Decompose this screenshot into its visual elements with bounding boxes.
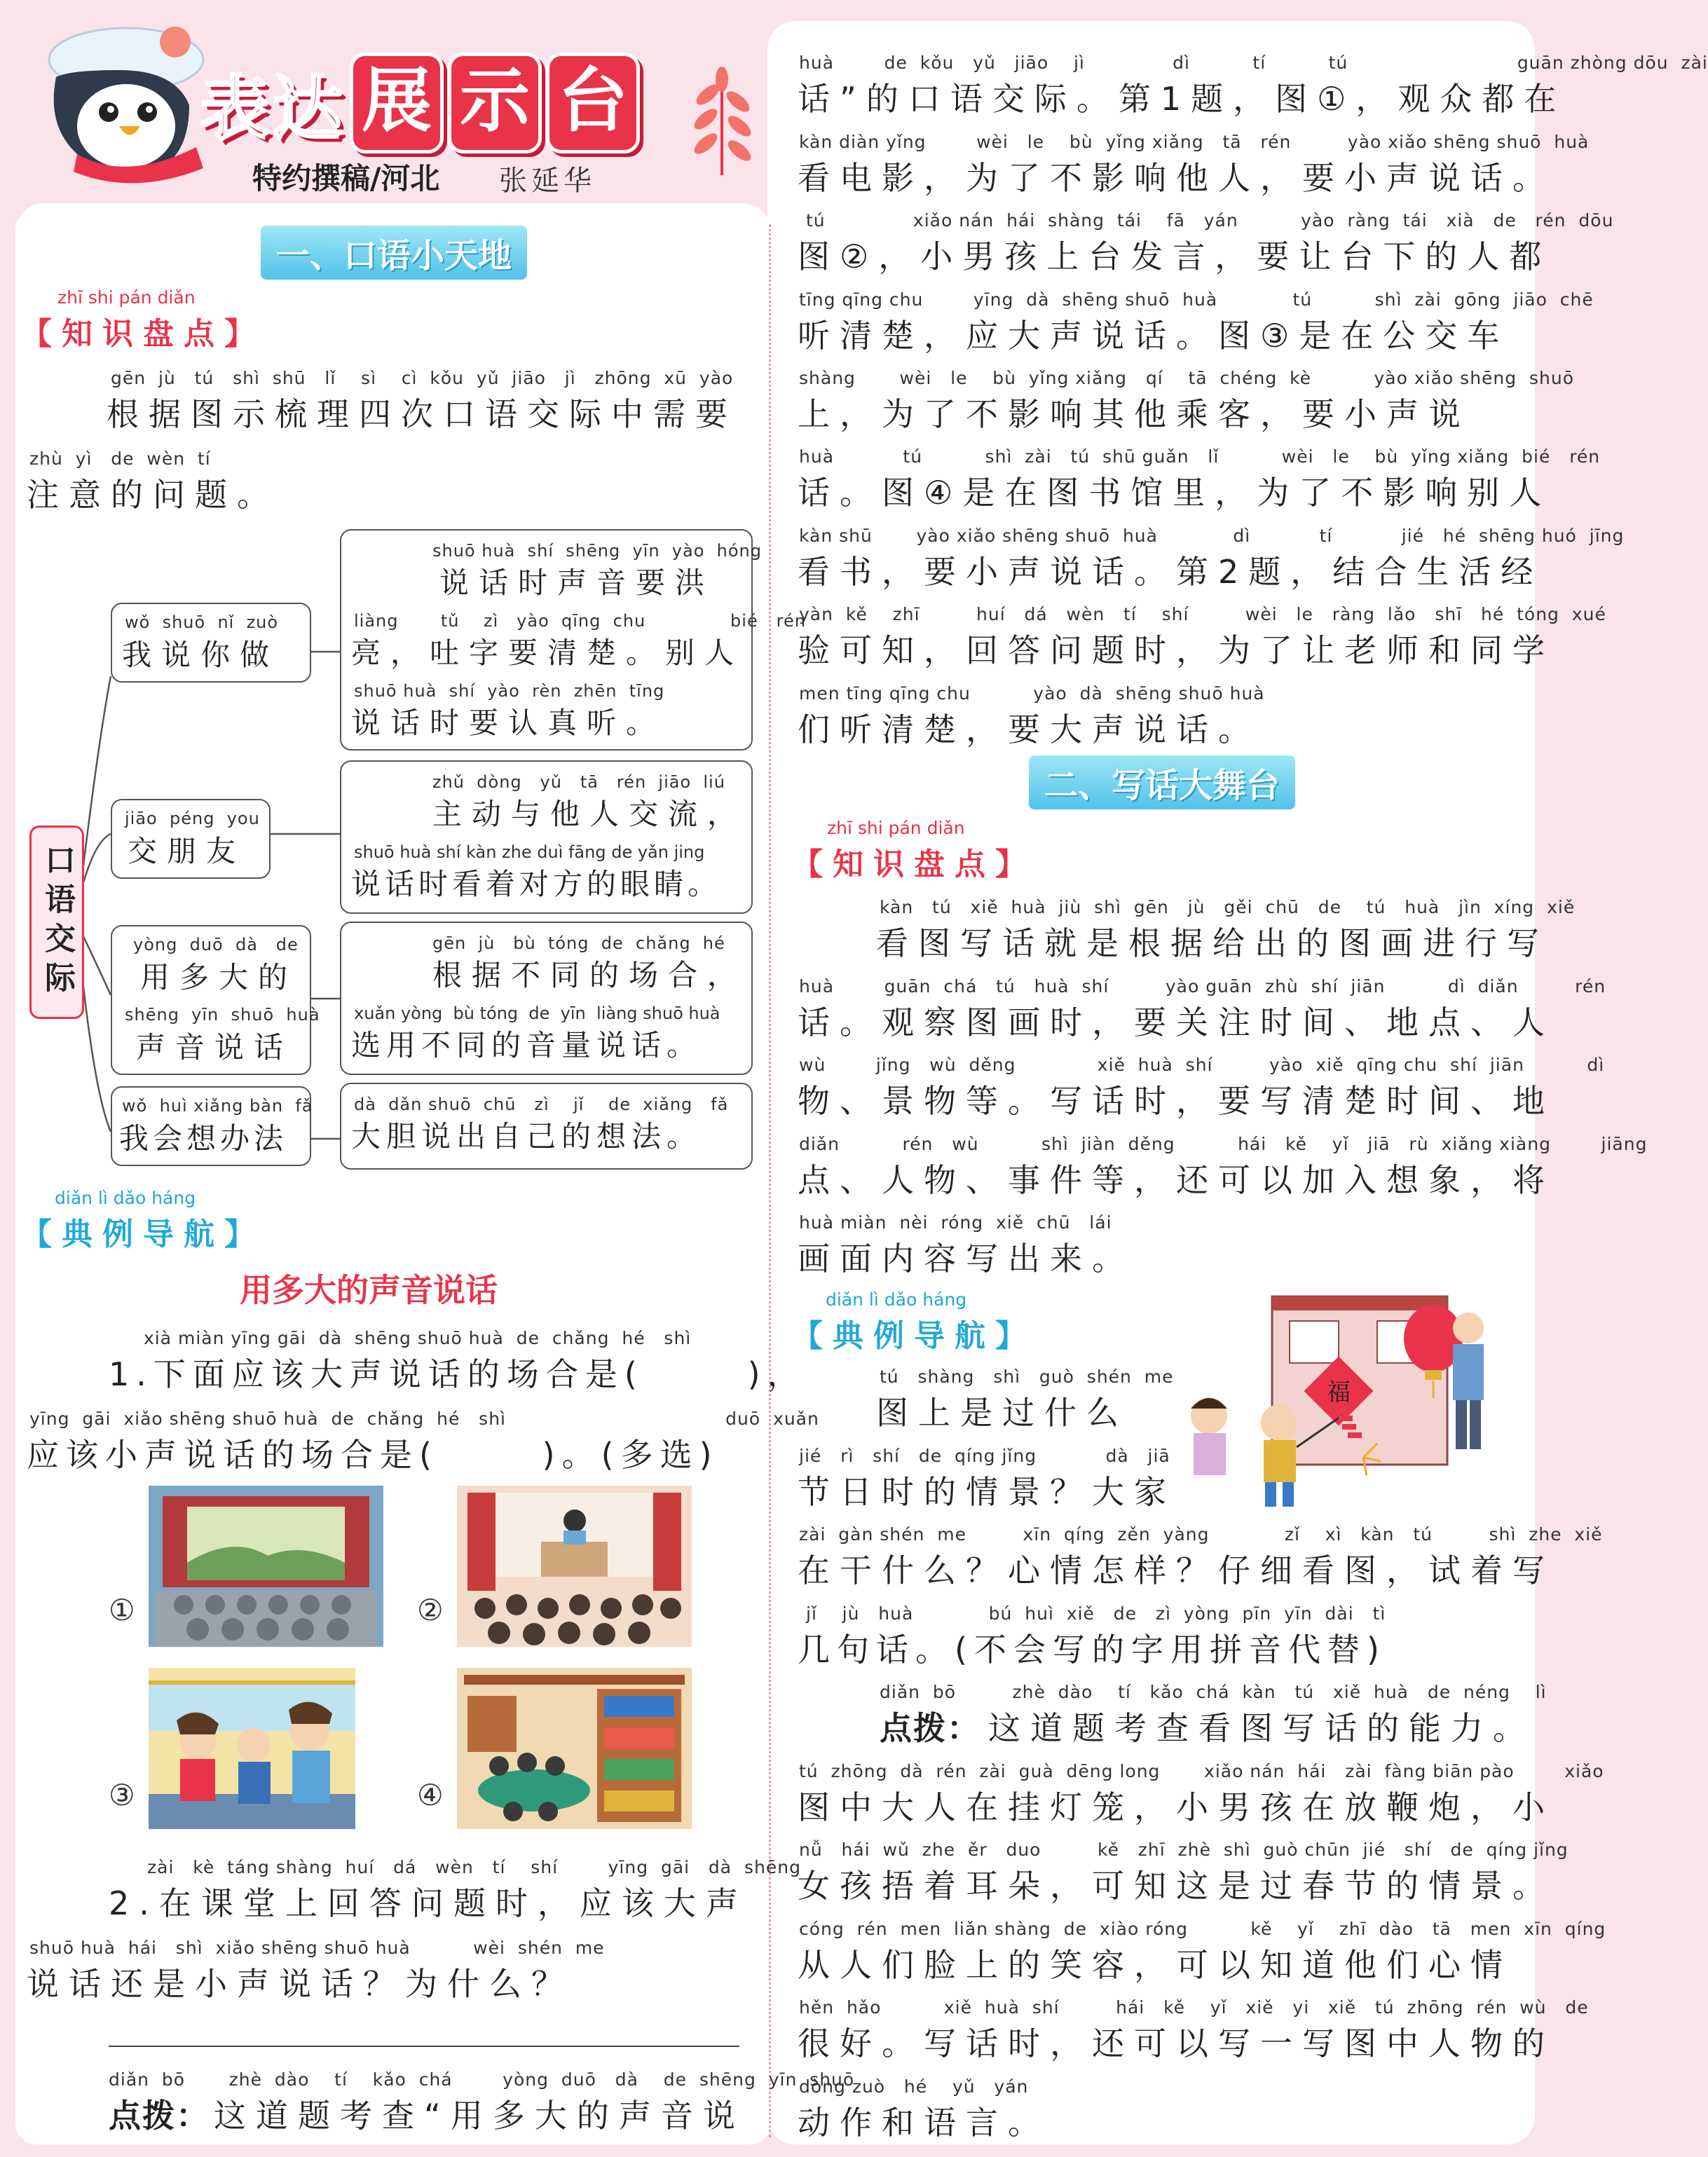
tip-text: 这道题考查“用多大的声音说 [214,2097,745,2135]
r-top-pinyin-4: tīng qīng chu yīng dà shēng shuō huà tú shì zài gōng jiāo chē [799,289,1594,310]
r-top-text-9: 们听清楚，要大声说话。 [798,711,1260,748]
r-tip-pinyin-2: tú zhōng dà rén zài guà dēng long xiǎo nán hái zài fàng biān pào xiǎo [799,1761,1604,1781]
r-tip-text-4: 从人们脸上的笑容，可以知道他们心情 [798,1946,1512,1984]
pic-num-4: ④ [417,1778,444,1812]
mindmap-center [29,826,84,1019]
mindmap-detail-4 [340,1083,753,1170]
section-banner-writing: 二、写话大舞台 [1029,755,1295,809]
r-tip-pinyin-1: diǎn bō zhè dào tí kǎo chá kàn tú xiě huà de néng lì [880,1682,1547,1702]
detail-4-text-1: 大胆说出自己的想法。 [351,1119,702,1153]
r-tip-text-1: 这道题考查看图写话的能力。 [988,1709,1535,1747]
kp2-pinyin: diǎn lì dǎo háng [55,1188,196,1208]
mindmap-branch-2 [111,799,271,879]
r-top-pinyin-2: kàn diàn yǐng wèi le bù yǐng xiǎng tā rén yào xiǎo shēng shuō huà [799,132,1590,152]
branch-3-pinyin-2: shēng yīn shuō huà [125,1005,320,1025]
detail-2-pinyin-2: shuō huà shí kàn zhe duì fāng de yǎn jing [354,842,705,862]
branch-2-label: 交朋友 [128,834,246,868]
q2-text-1: 2.在课堂上回答问题时，应该大声 [109,1884,748,1922]
r-top-pinyin-1: huà de kǒu yǔ jiāo jì dì tí tú guān zhòng dōu zài [799,53,1708,73]
example-title: 用多大的声音说话 [240,1271,498,1309]
q1-text-2: 应该小声说话的场合是( )。(多选) [27,1436,719,1474]
detail-3-text-2: 选用不同的音量说话。 [351,1028,702,1062]
detail-1-text-2: 亮，吐字要清楚。别人 [351,636,744,670]
ex-text-4: 几句话。(不会写的字用拼音代替) [798,1631,1386,1669]
branch-1-label: 我说你做 [122,638,280,672]
detail-3-pinyin-1: gēn jù bù tóng de chǎng hé [432,933,725,953]
r-top-text-1: 话”的口语交际。第1题，图①，观众都在 [798,80,1566,118]
q2-pinyin-1: zài kè táng shàng huí dá wèn tí shí yīng gāi dà shēng [147,1857,801,1877]
cinema-illustration [149,1486,383,1647]
spring-festival-illustration [1167,1289,1496,1514]
r-tip-label: 点拨： [880,1709,981,1747]
ex-pinyin-4: jǐ jù huà bú huì xiě de zì yòng pīn yīn dài tì [806,1603,1386,1624]
title-box-3: 台 [546,53,640,153]
kp3-pinyin-3: wù jǐng wù děng xiě huà shí yào xiě qīng chu shí jiān dì [799,1055,1605,1075]
library-illustration [457,1668,692,1829]
r-top-text-4: 听清楚，应大声说话。图③是在公交车 [798,317,1510,355]
title-box-1: 展 [350,53,444,153]
q1-pinyin-2: yīng gāi xiǎo shēng shuō huà de chǎng hé shì duō xuǎn [29,1409,819,1429]
kp4-pinyin: diǎn lì dǎo háng [826,1289,967,1310]
kp3-text-5: 画面内容写出来。 [798,1240,1134,1278]
r-top-pinyin-6: huà tú shì zài tú shū guǎn lǐ wèi le bù yǐng xiǎng bié rén [799,446,1601,467]
ex-pinyin-2: jié rì shí de qíng jǐng dà jiā [799,1446,1170,1466]
kp3-text-4: 点、人物、事件等，还可以加入想象，将 [798,1161,1555,1199]
q1-text-1: 1.下面应该大声说话的场合是( )， [109,1355,807,1393]
pic-num-3: ③ [109,1778,135,1812]
intro-text-1: 根据图示梳理四次口语交际中需要 [107,395,737,433]
classroom-illustration [457,1486,692,1647]
section-banner-oral: 一、口语小天地 [261,226,527,280]
r-top-pinyin-7: kàn shū yào xiǎo shēng shuō huà dì tí jié hé shēng huó jīng [799,526,1625,546]
mindmap-branch-4 [111,1086,311,1166]
ex-pinyin-1: tú shàng shì guò shén me [880,1367,1174,1387]
kp1-heading: 【知识盘点】 [21,316,265,352]
tip-pinyin: diǎn bō zhè dào tí kǎo chá yòng duō dà de shēng yīn shuō [109,2069,855,2090]
author-name: 张延华 [499,165,596,197]
title-box-2: 示 [448,53,542,153]
r-top-text-3: 图②，小男孩上台发言，要让台下的人都 [798,238,1552,275]
branch-1-pinyin: wǒ shuō nǐ zuò [125,612,279,632]
branch-3-label-1: 用多大的 [140,960,298,994]
kp2-heading: 【典例导航】 [21,1217,265,1252]
r-tip-pinyin-6: dòng zuò hé yǔ yán [799,2076,1029,2097]
branch-4-pinyin: wǒ huì xiǎng bàn fǎ [122,1096,313,1116]
intro-text-2: 注意的问题。 [27,476,279,514]
detail-2-pinyin-1: zhǔ dòng yǔ tā rén jiāo liú [432,772,725,792]
kp3-text-3: 物、景物等。写话时，要写清楚时间、地 [798,1082,1555,1120]
ex-text-3: 在干什么？心情怎样？仔细看图，试着写 [798,1552,1555,1589]
kp3-heading: 【知识盘点】 [792,847,1036,882]
kp3-text-2: 话。观察图画时，要关注时间、地点、人 [798,1004,1555,1041]
r-top-text-7: 看书，要小声说话。第2题，结合生活经 [798,553,1543,591]
mindmap-branch-1 [111,603,311,683]
r-top-pinyin-8: yàn kě zhī huí dá wèn tí shí wèi le ràng lǎo shī hé tóng xué [799,604,1606,624]
r-tip-text-3: 女孩捂着耳朵，可知这是过春节的情景。 [798,1867,1555,1905]
kp3-pinyin-4: diǎn rén wù shì jiàn děng hái kě yǐ jiā rù xiǎng xiàng jiāng [799,1134,1648,1154]
r-tip-pinyin-3: nǚ hái wǔ zhe ěr duo kě zhī zhè shì guò chūn jié shí de qíng jǐng [799,1840,1569,1860]
kp4-heading: 【典例导航】 [792,1318,1036,1354]
pic-num-1: ① [109,1593,135,1627]
mindmap-detail-2 [340,760,753,914]
r-top-text-8: 验可知，回答问题时，为了让老师和同学 [798,631,1555,669]
r-top-text-6: 话。图④是在图书馆里，为了不影响别人 [798,474,1552,512]
r-top-text-2: 看电影，为了不影响他人，要小声说话。 [798,159,1555,197]
detail-2-text-2: 说话时看着对方的眼睛。 [351,867,722,901]
branch-2-pinyin: jiāo péng you [125,809,260,828]
pic-num-2: ② [417,1593,444,1627]
byline-label: 特约撰稿/河北 [252,161,440,196]
mindmap-branch-3 [111,925,320,1075]
detail-1-pinyin-2: liàng tǔ zì yào qīng chu bié rén [354,611,806,631]
bus-illustration [149,1668,355,1829]
q2-pinyin-2: shuō huà hái shì xiǎo shēng shuō huà wèi shén me [29,1938,605,1958]
intro-pinyin-2: zhù yì de wèn tí [29,448,211,469]
r-top-pinyin-5: shàng wèi le bù yǐng xiǎng qí tā chéng kè yào xiǎo shēng shuō [799,368,1575,388]
kp3-pinyin-2: huà guān chá tú huà shí yào guān zhù shí jiān dì diǎn rén [799,976,1606,997]
detail-4-pinyin-1: dà dǎn shuō chū zì jǐ de xiǎng fǎ [354,1095,729,1114]
branch-3-label-2: 声音说话 [136,1030,294,1064]
ex-pinyin-3: zài gàn shén me xīn qíng zěn yàng zǐ xì kàn tú shì zhe xiě [799,1524,1603,1545]
detail-2-text-1: 主动与他人交流， [432,797,747,831]
r-top-pinyin-3: tú xiǎo nán hái shàng tái fā yán yào ràng tái xià de rén dōu [806,210,1614,231]
detail-1-text-3: 说话时要认真听。 [351,706,666,740]
detail-3-text-1: 根据不同的场合， [432,958,747,992]
r-tip-pinyin-5: hěn hǎo xiě huà shí hái kě yǐ xiě yi xiě tú zhōng rén wù de [799,1997,1589,2018]
mindmap-center-label: 口语交际 [39,844,75,1001]
fu-sign: 福 [1327,1378,1351,1406]
r-tip-text-6: 动作和语言。 [798,2104,1050,2142]
title-text: 表达 [200,68,346,150]
r-top-text-5: 上，为了不影响其他乘客，要小声说 [798,395,1470,433]
ex-text-1: 图上是过什么 [876,1394,1128,1432]
branch-3-pinyin-1: yòng duō dà de [133,935,299,954]
divider-line [109,2046,739,2047]
mindmap-detail-3 [340,922,753,1075]
detail-1-pinyin-1: shuō huà shí shēng yīn yào hóng [432,541,762,561]
r-top-pinyin-9: men tīng qīng chu yào dà shēng shuō huà [799,683,1265,704]
r-tip-text-5: 很好。写话时，还可以写一写图中人物的 [798,2025,1555,2062]
detail-1-pinyin-3: shuō huà shí yào rèn zhēn tīng [354,681,665,701]
detail-3-pinyin-2: xuǎn yòng bù tóng de yīn liàng shuō huà [354,1004,720,1023]
q2-text-2: 说话还是小声说话？为什么？ [27,1965,573,2003]
kp3-pinyin-5: huà miàn nèi róng xiě chū lái [799,1212,1112,1233]
kp1-pinyin: zhī shi pán diǎn [57,287,196,308]
ex-text-2: 节日时的情景？大家 [798,1473,1176,1511]
kp3-text-1: 看图写话就是根据给出的图画进行写 [876,924,1549,962]
q1-pinyin-1: xià miàn yīng gāi dà shēng shuō huà de chǎng hé shì [144,1328,692,1348]
branch-4-label: 我会想办法 [119,1121,288,1156]
tip-label: 点拨： [109,2097,210,2135]
mindmap-detail-1 [340,529,806,751]
intro-pinyin-1: gēn jù tú shì shū lǐ sì cì kǒu yǔ jiāo jì zhōng xū yào [111,368,734,388]
kp3-pinyin-1: kàn tú xiě huà jiù shì gēn jù gěi chū de tú huà jìn xíng xiě [880,897,1576,917]
detail-1-text-1: 说话时声音要洪 [439,566,715,600]
r-tip-text-2: 图中大人在挂灯笼，小男孩在放鞭炮，小 [798,1788,1555,1826]
r-tip-pinyin-4: cóng rén men liǎn shàng de xiào róng kě yǐ zhī dào tā men xīn qíng [799,1919,1606,1939]
kp3-pinyin: zhī shi pán diǎn [827,818,965,838]
